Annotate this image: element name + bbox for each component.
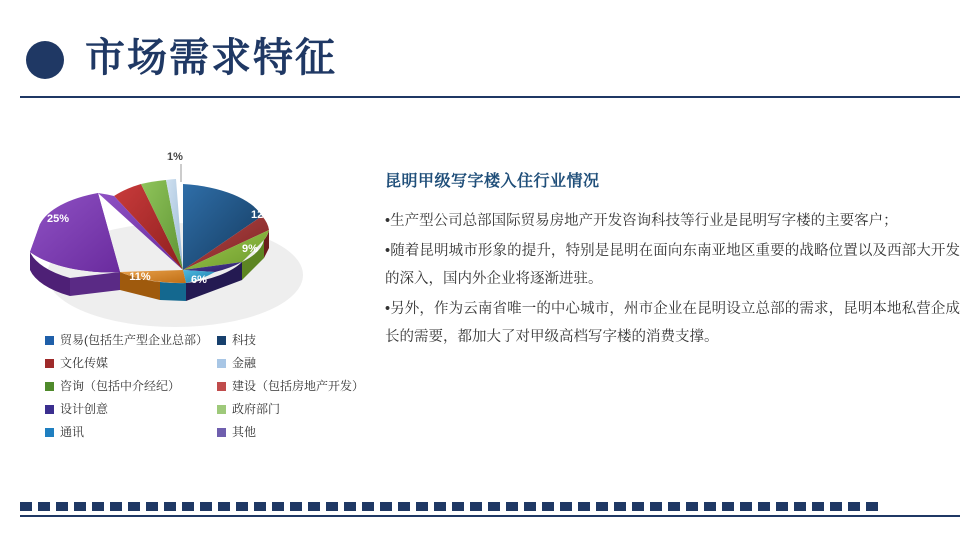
footer-dash [272, 502, 284, 511]
legend-swatch-icon [217, 359, 226, 368]
legend-label: 政府部门 [232, 402, 281, 416]
legend-swatch-icon [45, 405, 54, 414]
legend-label: 设计创意 [60, 402, 109, 416]
slice-label-25: 25% [46, 213, 70, 225]
slice-label-9a: 9% [242, 243, 258, 255]
footer-dash-strip [20, 502, 960, 511]
slice-label-9b: 9% [248, 177, 264, 189]
footer-dash [398, 502, 410, 511]
legend-label: 金融 [232, 356, 257, 370]
footer-dash [614, 502, 626, 511]
footer-dash [416, 502, 428, 511]
legend-item-media[interactable] [45, 356, 217, 370]
slice-label-11: 11% [129, 271, 151, 283]
footer-dash [794, 502, 806, 511]
footer-dash [344, 502, 356, 511]
footer-dash [290, 502, 302, 511]
description-paragraph-3: •另外，作为云南省唯一的中心城市，州市企业在昆明设立总部的需求，昆明本地私营企成长的需要，都加大了对甲级高档写字楼的消费支撑。 [385, 301, 960, 345]
legend-swatch-icon [217, 336, 226, 345]
footer-dash [668, 502, 680, 511]
description-paragraph-2: •随着昆明城市形象的提升，特别是昆明在面向东南亚地区重要的战略位置以及西部大开发的深入，国内外企业将逐渐进驻。 [385, 243, 960, 287]
footer-dash [254, 502, 266, 511]
footer-dash [74, 502, 86, 511]
pie-chart [10, 120, 390, 330]
slice-label-12: 12% [250, 209, 274, 221]
legend-item-other[interactable] [217, 425, 256, 439]
legend-item-technology[interactable] [217, 333, 256, 347]
page-footer [0, 502, 980, 516]
footer-dash [686, 502, 698, 511]
legend-swatch-icon [217, 405, 226, 414]
footer-dash [128, 502, 140, 511]
circle-bullet-icon [26, 41, 64, 79]
footer-dash [650, 502, 662, 511]
legend-row [45, 379, 385, 393]
legend-swatch-icon [45, 382, 54, 391]
page-header [0, 0, 980, 100]
slice-label-7: 7% [119, 164, 135, 176]
legend-label: 咨询（包括中介经纪） [60, 379, 181, 393]
legend-row [45, 425, 385, 439]
footer-dash [812, 502, 824, 511]
footer-dash [308, 502, 320, 511]
legend-swatch-icon [45, 336, 54, 345]
footer-dash [218, 502, 230, 511]
header-divider [20, 96, 960, 98]
footer-dash [452, 502, 464, 511]
footer-dash [758, 502, 770, 511]
legend-item-consulting[interactable] [45, 379, 217, 393]
legend-item-trade[interactable] [45, 333, 217, 347]
footer-dash [560, 502, 572, 511]
footer-dash [326, 502, 338, 511]
footer-dash [164, 502, 176, 511]
footer-dash [92, 502, 104, 511]
footer-dash [380, 502, 392, 511]
footer-dash [38, 502, 50, 511]
chart-legend [45, 333, 385, 448]
footer-dash [434, 502, 446, 511]
footer-dash [722, 502, 734, 511]
footer-dash [470, 502, 482, 511]
legend-label: 文化传媒 [60, 356, 109, 370]
legend-swatch-icon [45, 428, 54, 437]
legend-item-construction[interactable] [217, 379, 364, 393]
footer-dash [200, 502, 212, 511]
footer-dash [830, 502, 842, 511]
footer-dash [524, 502, 536, 511]
legend-row [45, 333, 385, 347]
legend-item-finance[interactable] [217, 356, 256, 370]
legend-label: 建设（包括房地产开发） [232, 379, 365, 393]
legend-row [45, 402, 385, 416]
footer-dash [704, 502, 716, 511]
legend-row [45, 356, 385, 370]
page-title: 市场需求特征 [85, 36, 337, 80]
footer-dash [776, 502, 788, 511]
slice-label-15: 15% [201, 163, 225, 175]
description-block [385, 168, 960, 353]
legend-swatch-icon [217, 428, 226, 437]
footer-dash [110, 502, 122, 511]
footer-dash [506, 502, 518, 511]
slice-label-6: 6% [191, 274, 207, 286]
slice-label-5: 5% [155, 158, 171, 170]
footer-dash [20, 502, 32, 511]
footer-dash [578, 502, 590, 511]
description-paragraph-1: •生产型公司总部国际贸易房地产开发咨询科技等行业是昆明写字楼的主要客户； [385, 213, 898, 229]
footer-dash [236, 502, 248, 511]
footer-dash [848, 502, 860, 511]
legend-label: 其他 [232, 425, 257, 439]
footer-dash [596, 502, 608, 511]
footer-dash [866, 502, 878, 511]
legend-item-government[interactable] [217, 402, 280, 416]
slice-label-1: 1% [167, 151, 183, 163]
footer-dash [146, 502, 158, 511]
footer-dash [740, 502, 752, 511]
footer-dash [542, 502, 554, 511]
footer-dash [56, 502, 68, 511]
legend-item-telecom[interactable] [45, 425, 217, 439]
footer-divider [20, 515, 960, 517]
footer-dash [362, 502, 374, 511]
legend-label: 科技 [232, 333, 257, 347]
legend-swatch-icon [45, 359, 54, 368]
pie-chart-svg [10, 120, 390, 335]
legend-label: 贸易(包括生产型企业总部） [60, 333, 208, 347]
footer-dash [488, 502, 500, 511]
legend-swatch-icon [217, 382, 226, 391]
footer-dash [182, 502, 194, 511]
legend-label: 通讯 [60, 425, 85, 439]
footer-dash [632, 502, 644, 511]
legend-item-design[interactable] [45, 402, 217, 416]
description-title: 昆明甲级写字楼入住行业情况 [385, 173, 600, 190]
